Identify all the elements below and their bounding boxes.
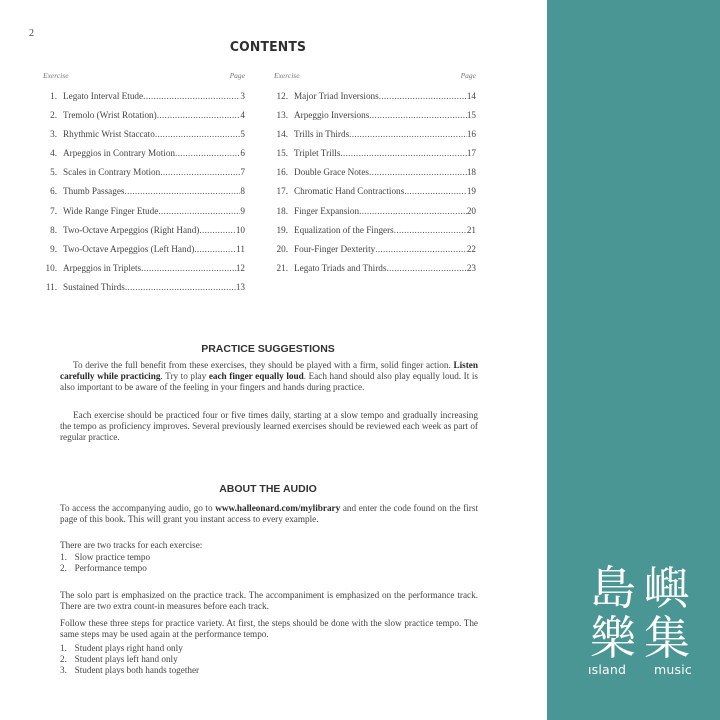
toc-entry-title: Double Grace Notes <box>294 167 370 178</box>
text-segment: . Try to play <box>160 371 209 382</box>
list-item <box>60 665 478 676</box>
practice-paragraph-2: Each exercise should be practiced four or five times daily, starting at a slow tempo and gradually increasing the tempo as proficiency improves. Several previously learned exercises should be reviewed each week as part of regular practice. <box>60 410 478 443</box>
toc-leader-dots <box>155 129 241 139</box>
toc-entry-number: 13. <box>276 110 288 121</box>
list-number: 1. <box>60 643 67 653</box>
toc-right-column <box>274 71 476 282</box>
list-item <box>60 654 478 665</box>
toc-entry-page: 5 <box>240 129 245 140</box>
practice-suggestions-heading: PRACTICE SUGGESTIONS <box>201 343 335 355</box>
toc-leader-dots <box>369 110 467 120</box>
toc-entry-page: 15 <box>466 110 476 121</box>
toc-entry-number: 11. <box>45 281 57 292</box>
toc-leader-dots <box>379 91 467 101</box>
toc-entry-page: 9 <box>240 205 245 216</box>
toc-entry-page: 14 <box>466 91 476 101</box>
toc-entry-number: 5. <box>50 167 57 178</box>
toc-entry-page: 6 <box>240 148 245 159</box>
toc-leader-dots <box>199 225 235 235</box>
toc-leader-dots <box>359 206 467 216</box>
toc-entry-number: 9. <box>50 243 57 254</box>
toc-header-exercise: Exercise <box>274 71 300 80</box>
toc-leader-dots <box>141 263 236 273</box>
toc-entry-title: Major Triad Inversions <box>294 91 379 101</box>
toc-leader-dots <box>394 225 467 235</box>
list-label: Student plays right hand only <box>74 643 183 653</box>
toc-leader-dots <box>125 186 241 196</box>
toc-entry-page: 12 <box>235 262 245 273</box>
toc-entry-title: Two-Octave Arpeggios (Left Hand) <box>63 243 195 254</box>
page-number: 2 <box>29 28 34 39</box>
toc-leader-dots <box>349 129 467 139</box>
toc-leader-dots <box>340 148 466 158</box>
toc-entry-number: 6. <box>50 186 57 197</box>
logo-char-isle: 嶼 <box>644 561 690 615</box>
logo-word-island: ısland <box>588 662 627 677</box>
toc-leader-dots <box>157 110 241 120</box>
toc-entry[interactable] <box>43 129 245 148</box>
toc-header-page: Page <box>460 71 476 80</box>
toc-entry-page: 22 <box>466 243 476 254</box>
toc-entry-title: Two-Octave Arpeggios (Right Hand) <box>63 224 200 235</box>
toc-entry-page: 7 <box>240 167 245 178</box>
toc-entry-title: Triplet Trills <box>294 148 341 159</box>
toc-leader-dots <box>386 263 466 273</box>
toc-entry-title: Legato Triads and Thirds <box>294 262 387 273</box>
toc-entry-page: 13 <box>235 281 245 292</box>
toc-entry-title: Chromatic Hand Contractions <box>294 186 405 197</box>
text-segment: . Each hand should also play equally loud. It is also important to be aware of the feeling in your fingers and hands during practice. <box>60 371 478 393</box>
toc-entry[interactable] <box>274 167 476 186</box>
toc-entry-page: 23 <box>466 262 476 273</box>
list-label: Student plays left hand only <box>74 654 178 665</box>
toc-leader-dots <box>194 244 236 254</box>
logo-row <box>588 560 692 616</box>
toc-entry-title: Scales in Contrary Motion <box>63 167 161 178</box>
list-item <box>60 563 478 574</box>
emphasis-listen-carefully: Listen carefully while practicing <box>60 360 478 382</box>
toc-entry-title: Tremolo (Wrist Rotation) <box>63 110 157 121</box>
toc-entry[interactable] <box>43 167 245 186</box>
logo-wordmark <box>588 662 692 677</box>
toc-entry-title: Arpeggios in Triplets <box>63 262 142 273</box>
list-label: Performance tempo <box>74 563 147 574</box>
toc-entry[interactable] <box>274 263 476 282</box>
toc-entry-title: Wide Range Finger Etude <box>63 205 159 216</box>
list-number: 3. <box>60 665 67 676</box>
toc-entry-page: 19 <box>466 186 476 197</box>
toc-entry-page: 17 <box>466 148 476 159</box>
list-label: Student plays both hands together <box>74 665 200 676</box>
toc-entry-page: 3 <box>240 91 245 101</box>
practice-paragraph-1 <box>60 360 478 394</box>
toc-header-exercise: Exercise <box>43 71 69 80</box>
toc-leader-dots <box>375 244 467 254</box>
toc-entry-number: 20. <box>276 243 288 254</box>
toc-entry-number: 10. <box>45 262 57 273</box>
audio-paragraph-4: Follow these three steps for practice variety. At first, the steps should be done with the slow practice tempo. The same steps may be used again at the performance tempo. <box>60 618 478 640</box>
logo-char-music: 樂 <box>590 611 636 665</box>
toc-entry-page: 4 <box>240 110 245 121</box>
toc-entry-number: 18. <box>276 205 288 216</box>
toc-entry[interactable] <box>43 91 245 110</box>
contents-title: CONTENTS <box>229 39 307 55</box>
toc-entry-title: Finger Expansion <box>294 205 360 216</box>
toc-entry-title: Four-Finger Dexterity <box>294 243 376 254</box>
toc-entry[interactable] <box>274 129 476 148</box>
toc-entry-page: 16 <box>466 129 476 140</box>
toc-entry-page: 8 <box>240 186 245 197</box>
toc-leader-dots <box>143 91 240 101</box>
library-url-link[interactable]: www.halleonard.com/mylibrary <box>215 503 341 513</box>
toc-entry-page: 18 <box>466 167 476 178</box>
track-list <box>60 552 478 574</box>
toc-entry-title: Thumb Passages <box>63 186 125 197</box>
list-number: 2. <box>60 654 67 665</box>
list-item <box>60 552 478 563</box>
toc-entry-number: 1. <box>50 91 57 101</box>
toc-left-column <box>43 71 245 301</box>
toc-entry-number: 21. <box>276 262 288 273</box>
toc-entry-number: 12. <box>276 91 288 101</box>
toc-header <box>43 71 245 91</box>
toc-entry-number: 15. <box>276 148 288 159</box>
audio-paragraph-2: There are two tracks for each exercise: <box>60 540 203 550</box>
toc-entry-number: 4. <box>50 148 57 159</box>
logo-row <box>588 610 692 666</box>
toc-entry-number: 7. <box>50 205 57 216</box>
toc-entry[interactable] <box>43 110 245 129</box>
toc-entry[interactable] <box>43 244 245 263</box>
toc-leader-dots <box>160 167 240 177</box>
emphasis-equally-loud: each finger equally loud <box>208 371 304 382</box>
toc-entry[interactable] <box>274 148 476 167</box>
toc-entry[interactable] <box>274 244 476 263</box>
logo-word-music: music <box>654 662 692 677</box>
toc-entry-number: 19. <box>276 224 288 235</box>
toc-entry[interactable] <box>274 206 476 225</box>
text-segment: To derive the full benefit from these exercises, they should be played with a firm, solid finger action. <box>73 360 454 370</box>
toc-entry-number: 14. <box>276 129 288 140</box>
toc-entry-page: 21 <box>466 224 476 235</box>
toc-entry[interactable] <box>274 110 476 129</box>
list-item <box>60 643 478 654</box>
toc-entry[interactable] <box>43 206 245 225</box>
toc-leader-dots <box>125 282 236 292</box>
list-number: 1. <box>60 552 67 562</box>
toc-entry[interactable] <box>274 186 476 205</box>
toc-entry[interactable] <box>274 225 476 244</box>
toc-leader-dots <box>369 167 467 177</box>
toc-entry-title: Arpeggio Inversions <box>294 110 370 121</box>
logo-char-collection: 集 <box>644 611 690 665</box>
toc-entry-number: 17. <box>276 186 288 197</box>
island-music-logo <box>588 560 692 677</box>
audio-paragraph-1 <box>60 503 478 525</box>
toc-entry-page: 11 <box>236 243 245 254</box>
toc-entry-title: Trills in Thirds <box>294 129 350 140</box>
toc-entry-title: Sustained Thirds <box>63 281 125 292</box>
audio-paragraph-3: The solo part is emphasized on the practice track. The accompaniment is emphasized on the performance track. There are two extra count-in measures before each track. <box>60 590 478 612</box>
toc-entry-page: 20 <box>466 205 476 216</box>
list-label: Slow practice tempo <box>74 552 151 562</box>
toc-leader-dots <box>175 148 240 158</box>
toc-entry[interactable] <box>43 263 245 282</box>
toc-entry-title: Arpeggios in Contrary Motion <box>63 148 176 159</box>
toc-entry-number: 16. <box>276 167 288 178</box>
logo-char-island: 島 <box>590 561 636 615</box>
toc-header-page: Page <box>229 71 245 80</box>
toc-header <box>274 71 476 91</box>
about-the-audio-heading: ABOUT THE AUDIO <box>219 483 317 495</box>
toc-entry-number: 8. <box>50 224 57 235</box>
toc-entry[interactable] <box>43 225 245 244</box>
toc-entry[interactable] <box>43 186 245 205</box>
toc-entry-title: Rhythmic Wrist Staccato <box>63 129 155 140</box>
toc-entry-title: Legato Interval Etude <box>63 91 144 101</box>
toc-entry-title: Equalization of the Fingers <box>294 224 394 235</box>
toc-leader-dots <box>158 206 240 216</box>
text-segment: and enter the code found on the first page of this book. This will grant you instant access to every example. <box>60 503 478 525</box>
list-number: 2. <box>60 563 67 574</box>
practice-steps-list <box>60 643 478 677</box>
toc-entry-number: 2. <box>50 110 57 121</box>
toc-entry[interactable] <box>43 282 245 301</box>
toc-entry[interactable] <box>274 91 476 110</box>
toc-entry-number: 3. <box>50 129 57 140</box>
toc-entry[interactable] <box>43 148 245 167</box>
toc-leader-dots <box>404 186 467 196</box>
text-segment: To access the accompanying audio, go to <box>60 503 216 513</box>
toc-entry-page: 10 <box>235 224 245 235</box>
